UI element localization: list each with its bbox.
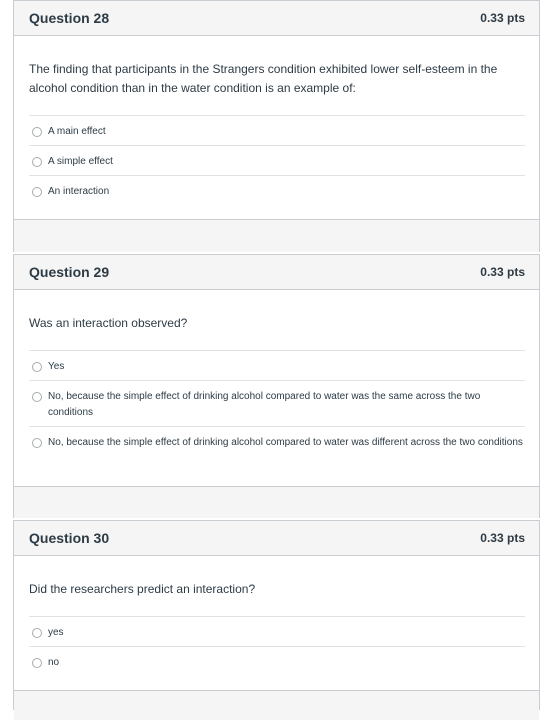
answer-option[interactable]: [29, 350, 525, 380]
question-footer: [14, 690, 539, 720]
radio-button[interactable]: [32, 658, 42, 668]
question-text: Did the researchers predict an interaction?: [29, 582, 256, 596]
question-footer: [14, 219, 539, 252]
radio-button[interactable]: [32, 127, 42, 137]
question-header: [14, 0, 539, 36]
radio-button[interactable]: [32, 157, 42, 167]
question-points: 0.33 pts: [480, 531, 525, 545]
answer-option[interactable]: [29, 616, 525, 646]
question-footer: [14, 486, 539, 518]
question-points: 0.33 pts: [480, 265, 525, 279]
answer-label: yes: [48, 627, 64, 638]
radio-button[interactable]: [32, 628, 42, 638]
question-card: [13, 520, 540, 710]
answer-option[interactable]: [29, 175, 525, 205]
answer-list: [29, 616, 525, 676]
answer-option[interactable]: [29, 426, 525, 472]
radio-button[interactable]: [32, 187, 42, 197]
answer-label: A main effect: [48, 126, 106, 137]
answer-label: No, because the simple effect of drinking alcohol compared to water was different across the two conditions: [48, 437, 523, 448]
answer-label: No, because the simple effect of drinking alcohol compared to water was the same across the two conditions: [48, 391, 481, 418]
radio-button[interactable]: [32, 392, 42, 402]
question-title: Question 28: [29, 10, 110, 26]
answer-label: A simple effect: [48, 156, 113, 167]
radio-button[interactable]: [32, 362, 42, 372]
question-header: [14, 254, 539, 290]
answer-label: Yes: [48, 361, 65, 372]
question-card: [13, 254, 540, 518]
question-card: [13, 0, 540, 252]
answer-option[interactable]: [29, 380, 525, 426]
answer-option[interactable]: [29, 646, 525, 676]
answer-option[interactable]: [29, 115, 525, 145]
answer-list: [29, 350, 525, 472]
question-header: [14, 520, 539, 556]
question-title: Question 30: [29, 530, 110, 546]
answer-option[interactable]: [29, 145, 525, 175]
question-text: The finding that participants in the Strangers condition exhibited lower self-esteem in the alcohol condition than in the water condition is an example of:: [29, 62, 498, 95]
question-points: 0.33 pts: [480, 11, 525, 25]
answer-label: no: [48, 657, 60, 668]
answer-list: [29, 115, 525, 205]
question-text: Was an interaction observed?: [29, 316, 188, 330]
answer-label: An interaction: [48, 186, 110, 197]
question-title: Question 29: [29, 264, 110, 280]
radio-button[interactable]: [32, 438, 42, 448]
